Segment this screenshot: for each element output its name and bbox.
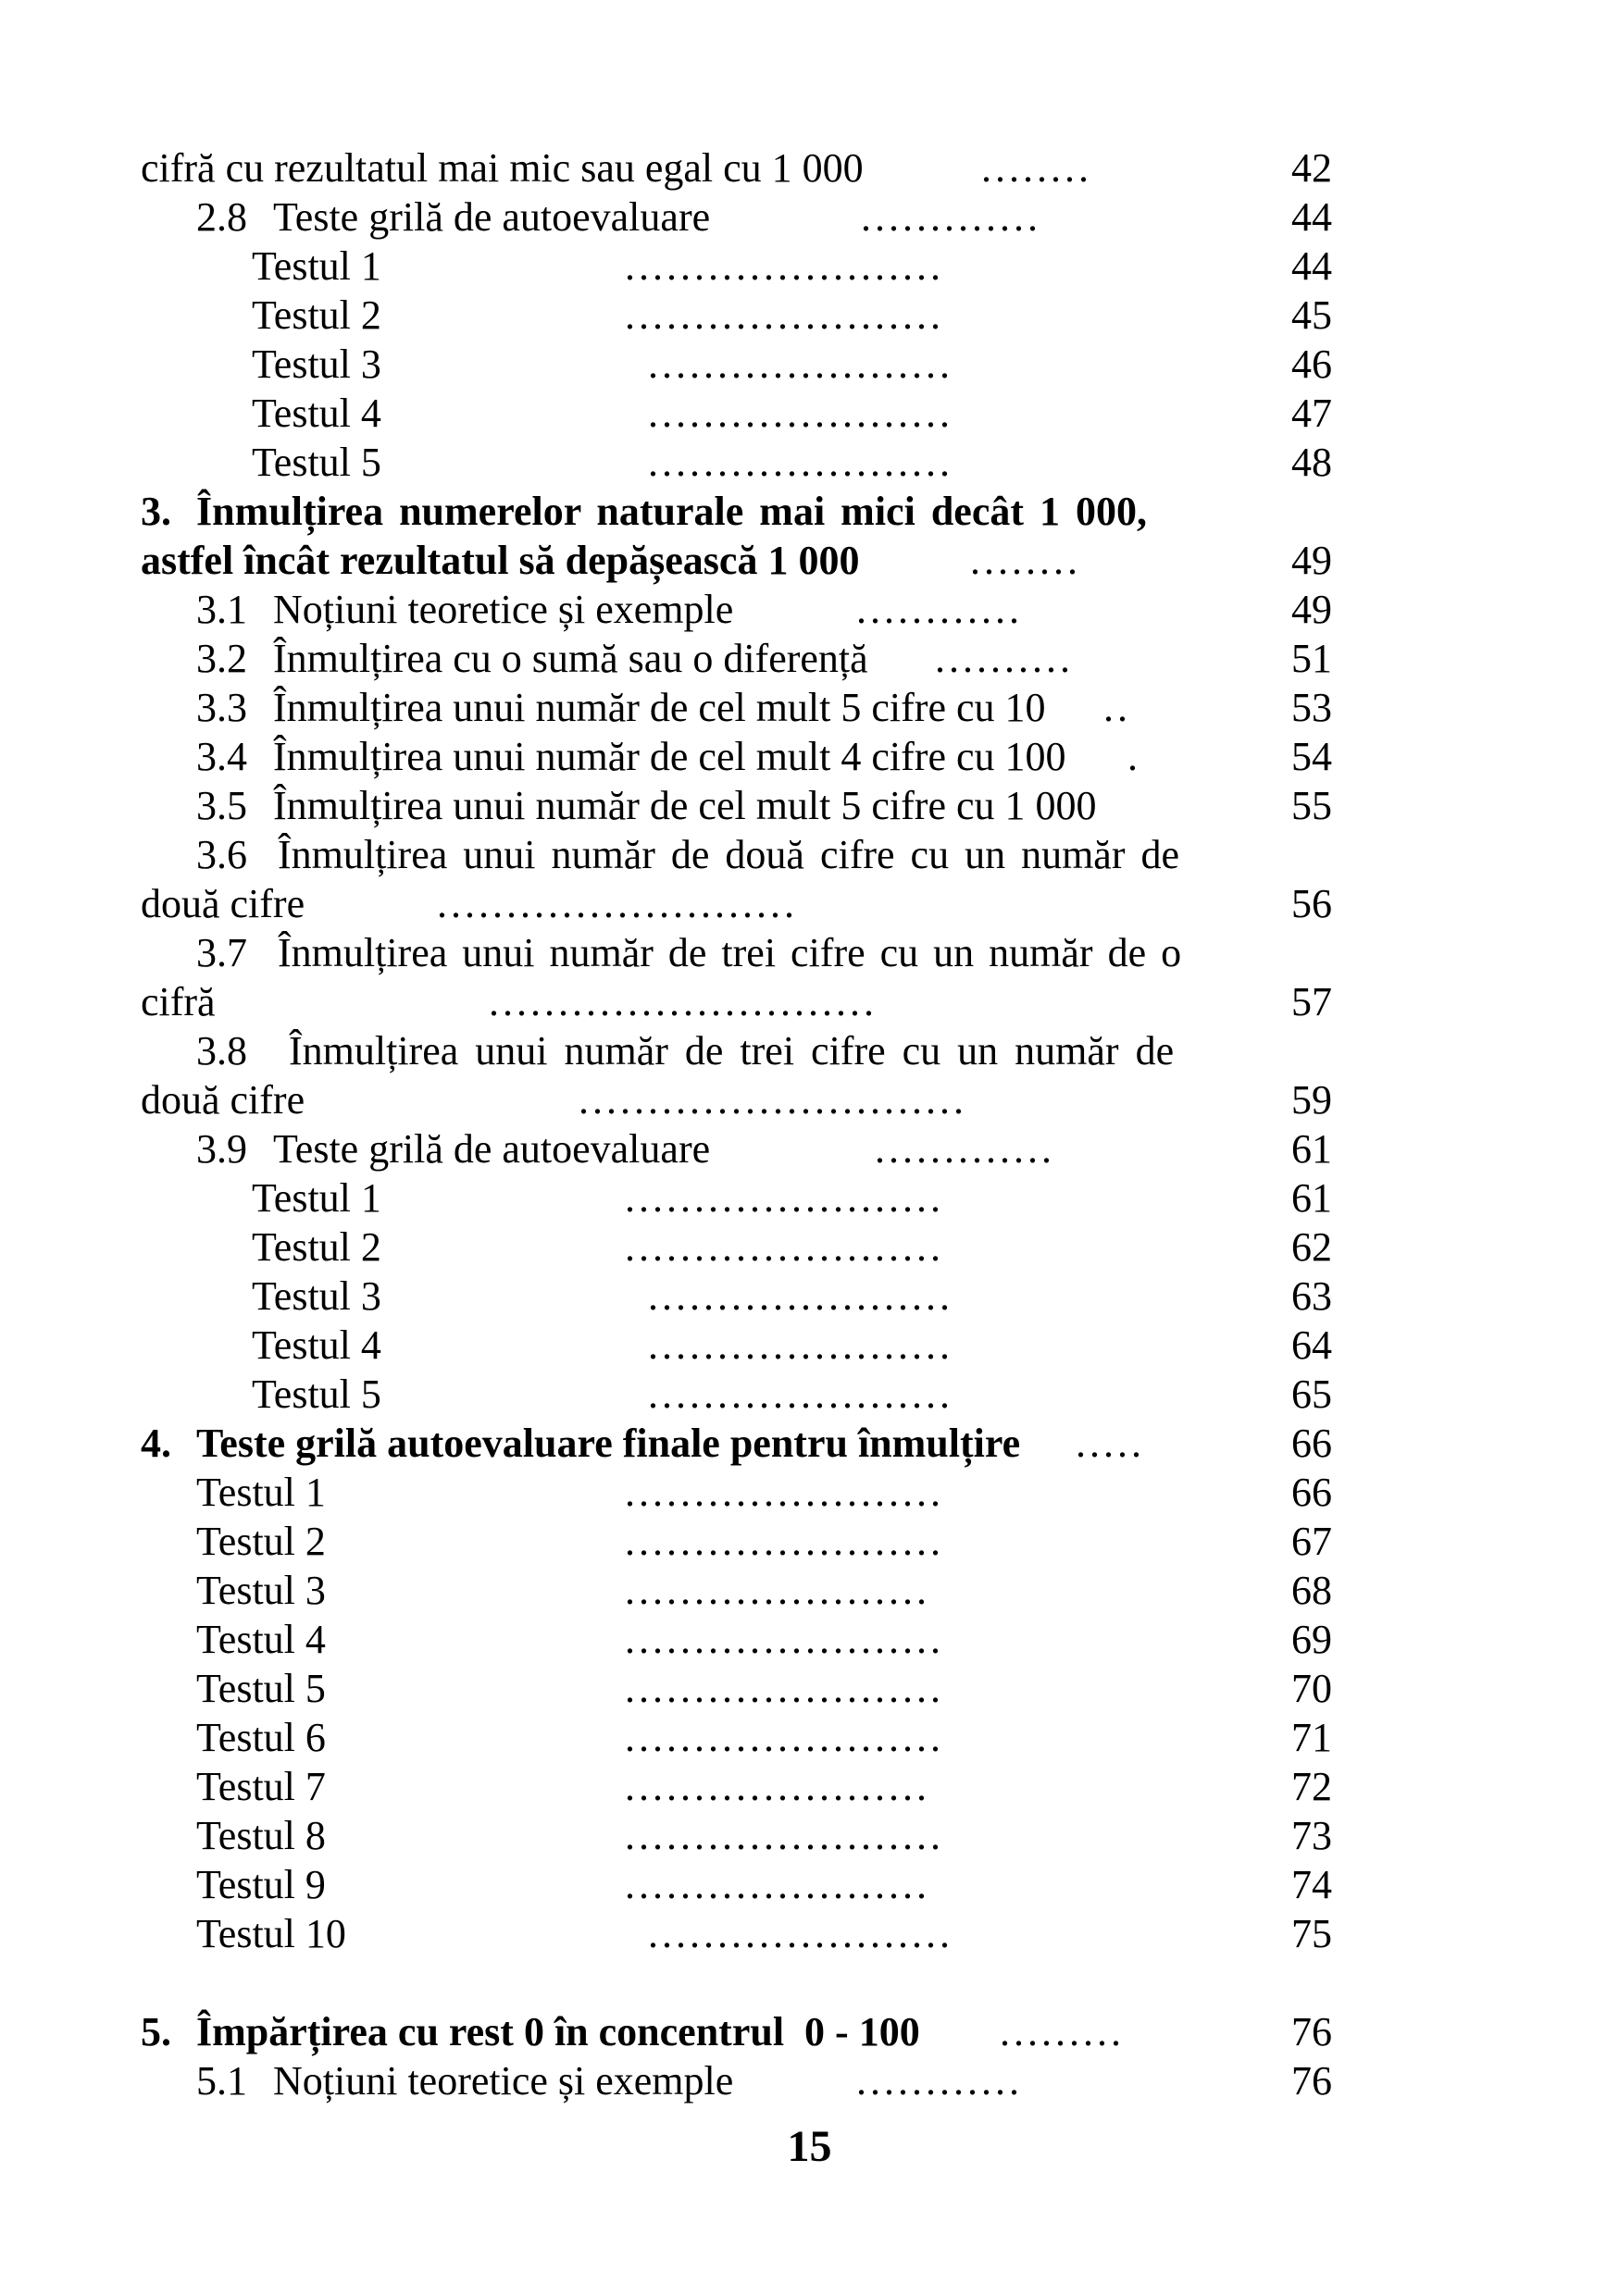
leader-dots: ......... xyxy=(1000,2009,1125,2054)
entry-title: Testul 2 xyxy=(252,1224,381,1270)
toc-entry xyxy=(0,1616,1619,1664)
toc-chapter xyxy=(0,537,1619,585)
toc-chapter xyxy=(0,1420,1619,1468)
leader-dots: ............ xyxy=(856,2058,1023,2104)
entry-title: cifră cu rezultatul mai mic sau egal cu 1 000 xyxy=(141,145,864,191)
page-ref: 44 xyxy=(1291,243,1332,289)
page-ref: 66 xyxy=(1291,1421,1332,1466)
entry-title: Înmulțirea unui număr de trei cifre cu un număr de o xyxy=(278,930,1182,975)
entry-number: 3.8 xyxy=(196,1028,247,1074)
leader-dots: ....................... xyxy=(625,243,944,289)
entry-title: Testul 5 xyxy=(252,440,381,485)
leader-dots: ...................... xyxy=(625,1862,930,1907)
toc-entry xyxy=(0,782,1619,830)
toc-entry xyxy=(0,929,1619,977)
page-ref: 54 xyxy=(1291,734,1332,779)
entry-title: Testul 1 xyxy=(196,1470,326,1515)
entry-title: cifră xyxy=(141,979,216,1024)
entry-title: Testul 4 xyxy=(252,391,381,436)
leader-dots: ............. xyxy=(861,194,1041,240)
toc-entry xyxy=(0,733,1619,781)
entry-title: Teste grilă de autoevaluare xyxy=(273,1126,711,1172)
entry-title: Testul 9 xyxy=(196,1862,326,1907)
page-ref: 61 xyxy=(1291,1126,1332,1172)
toc-entry xyxy=(0,242,1619,291)
leader-dots: ....................... xyxy=(625,1715,944,1760)
toc-entry xyxy=(0,1518,1619,1566)
page-ref: 74 xyxy=(1291,1862,1332,1907)
entry-title: Înmulțirea unui număr de trei cifre cu un număr de xyxy=(289,1028,1175,1074)
leader-dots: . xyxy=(1127,734,1141,779)
page-ref: 44 xyxy=(1291,194,1332,240)
entry-title: Testul 10 xyxy=(196,1911,346,1956)
entry-title: Testul 3 xyxy=(252,341,381,387)
leader-dots: .. xyxy=(1103,685,1131,730)
entry-title: Împărțirea cu rest 0 în concentrul 0 - 100 xyxy=(196,2009,920,2054)
toc-entry xyxy=(0,1027,1619,1075)
leader-dots: ...................... xyxy=(625,1764,930,1809)
entry-title: Înmulțirea numerelor naturale mai mici decât 1 000, xyxy=(196,489,1147,534)
entry-number: 3.7 xyxy=(196,930,247,975)
entry-title: Înmulțirea unui număr de două cifre cu un număr de xyxy=(278,832,1180,877)
toc-entry xyxy=(0,1272,1619,1321)
leader-dots: ....................... xyxy=(625,292,944,338)
page-ref: 56 xyxy=(1291,881,1332,926)
page-ref: 65 xyxy=(1291,1371,1332,1417)
entry-title: Testul 1 xyxy=(252,243,381,289)
page-ref: 53 xyxy=(1291,685,1332,730)
toc-entry xyxy=(0,1076,1619,1124)
page-ref: 49 xyxy=(1291,538,1332,583)
leader-dots: ...................... xyxy=(648,1322,953,1368)
toc-entry xyxy=(0,144,1619,192)
page-ref: 76 xyxy=(1291,2058,1332,2104)
leader-dots: ...................... xyxy=(648,440,953,485)
entry-title: Testul 3 xyxy=(252,1273,381,1319)
entry-title: două cifre xyxy=(141,881,305,926)
leader-dots: ....................... xyxy=(625,1813,944,1858)
leader-dots: ..... xyxy=(1076,1421,1145,1466)
leader-dots: ...................... xyxy=(648,1273,953,1319)
toc-entry xyxy=(0,439,1619,487)
toc-entry xyxy=(0,880,1619,928)
toc-entry xyxy=(0,1322,1619,1370)
page-ref: 49 xyxy=(1291,587,1332,632)
toc-entry xyxy=(0,1910,1619,1958)
leader-dots: ....................... xyxy=(625,1617,944,1662)
entry-title: Înmulțirea unui număr de cel mult 4 cifre cu 100 xyxy=(273,734,1066,779)
page-ref: 70 xyxy=(1291,1666,1332,1711)
entry-number: 2.8 xyxy=(196,194,247,240)
toc-entry xyxy=(0,978,1619,1026)
toc-entry xyxy=(0,1714,1619,1762)
toc-entry xyxy=(0,292,1619,340)
entry-title: Testul 5 xyxy=(252,1371,381,1417)
entry-title: două cifre xyxy=(141,1077,305,1123)
entry-title: Înmulțirea cu o sumă sau o diferență xyxy=(273,636,868,681)
toc-chapter xyxy=(0,2008,1619,2056)
entry-number: 3.4 xyxy=(196,734,247,779)
toc-entry xyxy=(0,390,1619,438)
toc-chapter xyxy=(0,488,1619,536)
entry-number: 3.2 xyxy=(196,636,247,681)
toc-entry xyxy=(0,586,1619,634)
toc-entry xyxy=(0,1567,1619,1615)
leader-dots: ....................... xyxy=(625,1666,944,1711)
page-ref: 68 xyxy=(1291,1568,1332,1613)
page-number: 15 xyxy=(787,2122,832,2171)
page-ref: 73 xyxy=(1291,1813,1332,1858)
toc-entry xyxy=(0,2057,1619,2105)
leader-dots: .......... xyxy=(935,636,1074,681)
entry-title: Noțiuni teoretice și exemple xyxy=(273,2058,734,2104)
page-ref: 55 xyxy=(1291,783,1332,828)
leader-dots: ........ xyxy=(981,145,1092,191)
leader-dots: ...................... xyxy=(625,1568,930,1613)
entry-title: Testul 4 xyxy=(196,1617,326,1662)
entry-title: Testul 7 xyxy=(196,1764,326,1809)
leader-dots: ............................ xyxy=(579,1077,967,1123)
entry-title: Teste grilă autoevaluare finale pentru înmulțire xyxy=(196,1421,1021,1466)
toc-entry xyxy=(0,1371,1619,1419)
entry-title: Testul 4 xyxy=(252,1322,381,1368)
page-ref: 71 xyxy=(1291,1715,1332,1760)
entry-number: 3.1 xyxy=(196,587,247,632)
page-ref: 59 xyxy=(1291,1077,1332,1123)
entry-title: Teste grilă de autoevaluare xyxy=(273,194,711,240)
leader-dots: ............ xyxy=(856,587,1023,632)
leader-dots: ............................ xyxy=(489,979,878,1024)
entry-number: 3.5 xyxy=(196,783,247,828)
leader-dots: ...................... xyxy=(648,1371,953,1417)
entry-number: 4. xyxy=(141,1421,171,1466)
leader-dots: ....................... xyxy=(625,1470,944,1515)
leader-dots: ....................... xyxy=(625,1519,944,1564)
page-ref: 63 xyxy=(1291,1273,1332,1319)
leader-dots: ...................... xyxy=(648,341,953,387)
entry-number: 3.3 xyxy=(196,685,247,730)
toc-entry xyxy=(0,1812,1619,1860)
entry-title: Testul 5 xyxy=(196,1666,326,1711)
entry-title: Testul 1 xyxy=(252,1175,381,1221)
page-ref: 45 xyxy=(1291,292,1332,338)
toc-entry xyxy=(0,341,1619,389)
toc-entry xyxy=(0,635,1619,683)
leader-dots: .......................... xyxy=(437,881,798,926)
page-ref: 69 xyxy=(1291,1617,1332,1662)
leader-dots: ....................... xyxy=(625,1175,944,1221)
toc-entry xyxy=(0,684,1619,732)
toc-entry xyxy=(0,1665,1619,1713)
toc-entry xyxy=(0,831,1619,879)
entry-title: Testul 2 xyxy=(252,292,381,338)
leader-dots: ...................... xyxy=(648,391,953,436)
toc-entry xyxy=(0,1125,1619,1173)
toc-entry xyxy=(0,1174,1619,1222)
entry-title: Înmulțirea unui număr de cel mult 5 cifre cu 1 000 xyxy=(273,783,1097,828)
page-ref: 42 xyxy=(1291,145,1332,191)
entry-title: Testul 8 xyxy=(196,1813,326,1858)
toc-entry xyxy=(0,1861,1619,1909)
entry-number: 3.6 xyxy=(196,832,247,877)
entry-number: 3. xyxy=(141,489,171,534)
page-ref: 67 xyxy=(1291,1519,1332,1564)
toc-entry xyxy=(0,1763,1619,1811)
entry-title: Testul 2 xyxy=(196,1519,326,1564)
page-ref: 61 xyxy=(1291,1175,1332,1221)
entry-number: 3.9 xyxy=(196,1126,247,1172)
entry-number: 5. xyxy=(141,2009,171,2054)
page-ref: 76 xyxy=(1291,2009,1332,2054)
entry-title: astfel încât rezultatul să depășească 1 000 xyxy=(141,538,860,583)
page-ref: 57 xyxy=(1291,979,1332,1024)
leader-dots: ........ xyxy=(970,538,1081,583)
page-ref: 46 xyxy=(1291,341,1332,387)
entry-title: Testul 3 xyxy=(196,1568,326,1613)
page-ref: 47 xyxy=(1291,391,1332,436)
entry-title: Testul 6 xyxy=(196,1715,326,1760)
page-ref: 66 xyxy=(1291,1470,1332,1515)
page-ref: 62 xyxy=(1291,1224,1332,1270)
page-ref: 51 xyxy=(1291,636,1332,681)
page-ref: 64 xyxy=(1291,1322,1332,1368)
toc-entry xyxy=(0,1223,1619,1272)
entry-number: 5.1 xyxy=(196,2058,247,2104)
entry-title: Înmulțirea unui număr de cel mult 5 cifre cu 10 xyxy=(273,685,1046,730)
entry-title: Noțiuni teoretice și exemple xyxy=(273,587,734,632)
leader-dots: ...................... xyxy=(648,1911,953,1956)
toc-entry xyxy=(0,193,1619,242)
toc-entry xyxy=(0,1469,1619,1517)
leader-dots: ....................... xyxy=(625,1224,944,1270)
page-ref: 72 xyxy=(1291,1764,1332,1809)
leader-dots: ............. xyxy=(875,1126,1055,1172)
page-ref: 48 xyxy=(1291,440,1332,485)
page-ref: 75 xyxy=(1291,1911,1332,1956)
